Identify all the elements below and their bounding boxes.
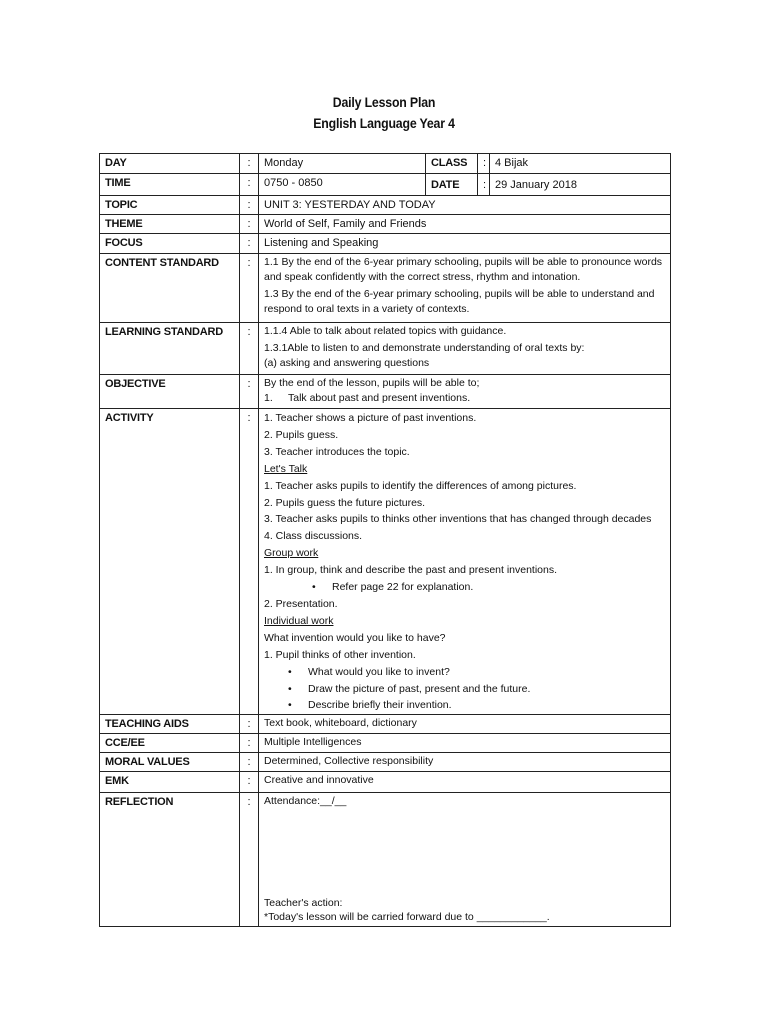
activity-bullet: • Refer page 22 for explanation. <box>264 579 665 596</box>
activity-line: 3. Teacher asks pupils to thinks other inventions that has changed through decades <box>264 513 652 526</box>
colon: : <box>240 323 259 375</box>
row-activity <box>100 409 671 715</box>
objective-item-number: 1. <box>264 392 273 404</box>
label-activity: ACTIVITY <box>100 409 240 715</box>
colon: : <box>240 215 259 234</box>
colon: : <box>240 733 259 752</box>
activity-line: 2. Pupils guess. <box>264 428 339 441</box>
value-class: 4 Bijak <box>490 154 671 174</box>
activity-heading-lets-talk: Let's Talk <box>264 462 308 475</box>
colon: : <box>240 715 259 734</box>
colon: : <box>240 771 259 792</box>
label-date: DATE <box>426 174 478 196</box>
activity-bullet: • Describe briefly their invention. <box>264 697 665 714</box>
objective-item <box>264 391 665 406</box>
value-date: 29 January 2018 <box>490 174 671 196</box>
row-topic <box>100 196 671 215</box>
colon: : <box>478 154 490 174</box>
label-reflection: REFLECTION <box>100 792 240 926</box>
colon: : <box>240 234 259 254</box>
value-content-standard <box>259 254 671 323</box>
content-standard-line: respond to oral texts in a variety of contexts. <box>264 303 470 315</box>
label-day: DAY <box>100 154 240 174</box>
value-focus: Listening and Speaking <box>259 234 671 254</box>
content-standard-line: 1.1 By the end of the 6-year primary schooling, pupils will be able to pronounce words <box>264 256 663 268</box>
content-standard-line: and speak confidently with the correct stress, rhythm and intonation. <box>264 271 581 283</box>
label-class: CLASS <box>426 154 478 174</box>
row-reflection <box>100 792 671 926</box>
value-time: 0750 - 0850 <box>259 174 426 196</box>
value-day: Monday <box>259 154 426 174</box>
value-objective <box>259 375 671 409</box>
label-learning-standard: LEARNING STANDARD <box>100 323 240 375</box>
objective-item-text: Talk about past and present inventions. <box>288 392 471 404</box>
activity-line: What invention would you like to have? <box>264 631 446 644</box>
reflection-action-label: Teacher's action: <box>264 896 343 909</box>
label-moral-values: MORAL VALUES <box>100 752 240 771</box>
activity-line: 1. Teacher shows a picture of past inventions. <box>264 412 477 424</box>
activity-bullet: • What would you like to invent? <box>264 664 665 681</box>
activity-line: 1. In group, think and describe the past and present inventions. <box>264 564 558 577</box>
activity-heading-group-work: Group work <box>264 547 319 560</box>
label-emk: EMK <box>100 771 240 792</box>
document-subtitle: English Language Year 4 <box>313 115 455 131</box>
row-cce <box>100 733 671 752</box>
colon: : <box>240 409 259 715</box>
colon: : <box>240 154 259 174</box>
colon: : <box>478 174 490 196</box>
row-time <box>100 174 671 196</box>
label-time: TIME <box>100 174 240 196</box>
value-theme: World of Self, Family and Friends <box>259 215 671 234</box>
row-focus <box>100 234 671 254</box>
value-cce: Multiple Intelligences <box>259 733 671 752</box>
activity-line: 1. Pupil thinks of other invention. <box>264 648 416 661</box>
row-theme <box>100 215 671 234</box>
colon: : <box>240 752 259 771</box>
label-topic: TOPIC <box>100 196 240 215</box>
label-theme: THEME <box>100 215 240 234</box>
activity-heading-individual-work: Individual work <box>264 614 334 627</box>
lesson-plan-table <box>99 153 671 927</box>
value-moral-values: Determined, Collective responsibility <box>259 752 671 771</box>
value-topic: UNIT 3: YESTERDAY AND TODAY <box>259 196 671 215</box>
label-teaching-aids: TEACHING AIDS <box>100 715 240 734</box>
learning-standard-line: 1.1.4 Able to talk about related topics with guidance. <box>264 325 507 337</box>
objective-intro: By the end of the lesson, pupils will be able to; <box>264 377 480 389</box>
activity-line: 1. Teacher asks pupils to identify the differences of among pictures. <box>264 479 577 492</box>
value-emk: Creative and innovative <box>259 771 671 792</box>
label-cce: CCE/EE <box>100 733 240 752</box>
row-learning-standard <box>100 323 671 375</box>
colon: : <box>240 174 259 196</box>
row-moral-values <box>100 752 671 771</box>
learning-standard-line: (a) asking and answering questions <box>264 357 430 369</box>
reflection-action-text: *Today's lesson will be carried forward due to ____________. <box>264 910 550 923</box>
document-title: Daily Lesson Plan <box>332 94 436 110</box>
row-emk <box>100 771 671 792</box>
colon: : <box>240 254 259 323</box>
colon: : <box>240 792 259 926</box>
row-day <box>100 154 671 174</box>
activity-line: 3. Teacher introduces the topic. <box>264 445 410 458</box>
value-learning-standard <box>259 323 671 375</box>
reflection-attendance: Attendance:__/__ <box>264 794 347 807</box>
colon: : <box>240 375 259 409</box>
activity-line: 2. Presentation. <box>264 597 338 610</box>
colon: : <box>240 196 259 215</box>
row-content-standard <box>100 254 671 323</box>
content-standard-line: 1.3 By the end of the 6-year primary schooling, pupils will be able to understand and <box>264 288 655 300</box>
value-activity <box>259 409 671 715</box>
activity-line: 2. Pupils guess the future pictures. <box>264 496 426 509</box>
row-objective <box>100 375 671 409</box>
label-objective: OBJECTIVE <box>100 375 240 409</box>
row-teaching-aids <box>100 715 671 734</box>
activity-bullet: • Draw the picture of past, present and the future. <box>264 681 665 698</box>
activity-line: 4. Class discussions. <box>264 530 363 543</box>
label-content-standard: CONTENT STANDARD <box>100 254 240 323</box>
value-teaching-aids: Text book, whiteboard, dictionary <box>259 715 671 734</box>
label-focus: FOCUS <box>100 234 240 254</box>
learning-standard-line: 1.3.1Able to listen to and demonstrate understanding of oral texts by: <box>264 342 585 354</box>
value-reflection <box>259 792 671 926</box>
